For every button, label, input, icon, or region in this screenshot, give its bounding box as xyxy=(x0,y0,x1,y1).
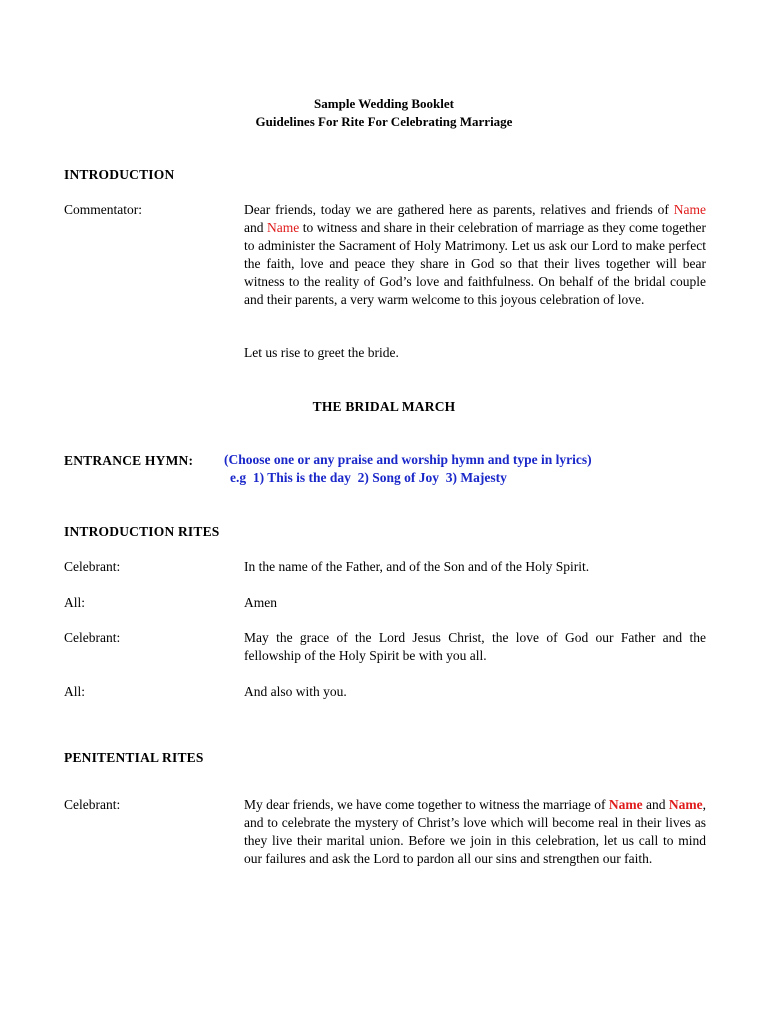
rite-text-4: And also with you. xyxy=(244,684,347,699)
document-title: Sample Wedding Booklet xyxy=(314,96,454,111)
introduction-rites-heading: INTRODUCTION RITES xyxy=(64,524,220,539)
penitential-paragraph xyxy=(244,796,706,868)
intro-text-start: Dear friends, today we are gathered here as parents, relatives and friends of xyxy=(244,202,669,217)
penitential-text-rest: , and to celebrate the mystery of Christ’s love which will become real in their lives as they live their marital union. Before we join in this celebration, let us call to mind our failures and ask the Lord to pardon all our sins and strengthen our faith. xyxy=(244,797,707,866)
document-subtitle: Guidelines For Rite For Celebrating Marriage xyxy=(255,114,513,129)
couple-name-1: Name xyxy=(673,202,706,217)
penitential-role: Celebrant: xyxy=(64,797,121,812)
penitential-name-2: Name xyxy=(668,797,703,812)
penitential-and: and xyxy=(646,797,666,812)
rite-text-2: Amen xyxy=(244,595,277,610)
rite-text-3: May the grace of the Lord Jesus Christ, the love of God our Father and the fellowship of the Holy Spirit be with you all. xyxy=(244,630,706,663)
bridal-march-heading: THE BRIDAL MARCH xyxy=(312,399,456,414)
introduction-heading: INTRODUCTION xyxy=(64,167,175,182)
intro-and: and xyxy=(244,220,264,235)
penitential-text-start: My dear friends, we have come together to witness the marriage of xyxy=(244,797,606,812)
intro-text-rest: to witness and share in their celebration of marriage as they come together to administer the Sacrament of Holy Matrimony. Let us ask our Lord to make perfect the faith, love and peace they share in God so that their lives together will bear witness to the reality of God’s love and faithfulness. On behalf of the bridal couple and their parents, a very warm welcome to this joyous celebration of love. xyxy=(244,220,707,307)
hymn-examples: e.g 1) This is the day 2) Song of Joy 3) Majesty xyxy=(230,470,507,485)
rite-text-1: In the name of the Father, and of the Son and of the Holy Spirit. xyxy=(244,559,590,574)
entrance-hymn-heading: ENTRANCE HYMN: xyxy=(64,453,194,468)
hymn-instruction: (Choose one or any praise and worship hymn and type in lyrics) xyxy=(224,452,592,467)
penitential-rites-heading: PENITENTIAL RITES xyxy=(64,750,204,765)
rite-role-3: Celebrant: xyxy=(64,630,121,645)
commentator-label: Commentator: xyxy=(64,202,142,217)
penitential-name-1: Name xyxy=(608,797,643,812)
rite-role-1: Celebrant: xyxy=(64,559,121,574)
rite-role-4: All: xyxy=(64,684,86,699)
introduction-paragraph xyxy=(244,201,706,309)
rite-role-2: All: xyxy=(64,595,86,610)
couple-name-2: Name xyxy=(267,220,300,235)
greet-bride-text: Let us rise to greet the bride. xyxy=(244,345,399,360)
